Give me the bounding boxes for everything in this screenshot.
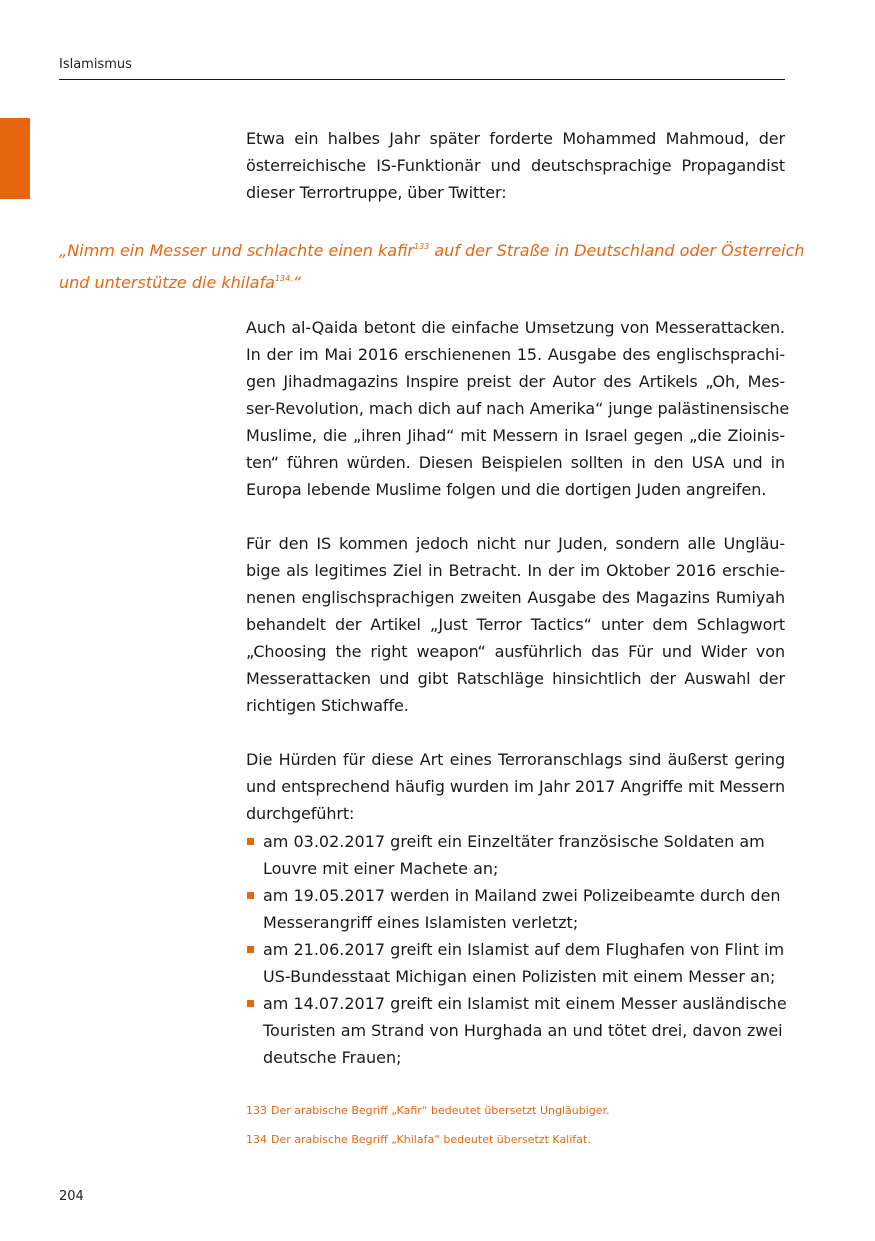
header-divider bbox=[59, 79, 785, 80]
bullet-square-icon bbox=[247, 892, 254, 899]
list-item-text: am 19.05.2017 werden in Mailand zwei Polizeibeamte durch den bbox=[263, 886, 781, 905]
quote-text: “ bbox=[292, 273, 302, 292]
bullet-square-icon bbox=[247, 838, 254, 845]
page-number: 204 bbox=[59, 1189, 84, 1204]
list-item bbox=[246, 882, 785, 936]
list-item-text: US-Bundesstaat Michigan einen Polizisten mit einem Messer an; bbox=[263, 967, 776, 986]
text-line: österreichische IS-Funktionär und deutschsprachige Propagandist bbox=[246, 156, 785, 175]
text-line: Messerattacken und gibt Ratschläge hinsichtlich der Auswahl der bbox=[246, 669, 785, 688]
paragraph-attacks-2017 bbox=[246, 746, 785, 827]
text-line: ser-Revolution, mach dich auf nach Amerika“ junge palästinensische bbox=[246, 399, 790, 418]
text-line: durchgeführt: bbox=[246, 804, 355, 823]
list-item-text: deutsche Frauen; bbox=[263, 1048, 402, 1067]
bullet-square-icon bbox=[247, 1000, 254, 1007]
footnote-number: 133 bbox=[246, 1104, 267, 1117]
text-line: In der im Mai 2016 erschienenen 15. Ausgabe des englischsprachi- bbox=[246, 345, 785, 364]
footnote-number: 134 bbox=[246, 1133, 267, 1146]
text-line: richtigen Stichwaffe. bbox=[246, 696, 409, 715]
list-item-text: am 14.07.2017 greift ein Islamist mit einem Messer ausländische bbox=[263, 994, 787, 1013]
text-line: behandelt der Artikel „Just Terror Tactics“ unter dem Schlagwort bbox=[246, 615, 785, 634]
text-line: Die Hürden für diese Art eines Terroranschlags sind äußerst gering bbox=[246, 750, 785, 769]
text-line: Für den IS kommen jedoch nicht nur Juden, sondern alle Ungläu- bbox=[246, 534, 785, 553]
footnote-ref-133[interactable]: 133 bbox=[413, 242, 430, 251]
chapter-marker-tab bbox=[0, 118, 30, 199]
text-line: nenen englischsprachigen zweiten Ausgabe des Magazins Rumiyah bbox=[246, 588, 785, 607]
text-line: und entsprechend häufig wurden im Jahr 2017 Angriffe mit Messern bbox=[246, 777, 785, 796]
attack-list bbox=[246, 828, 785, 1071]
text-line: Auch al-Qaida betont die einfache Umsetzung von Messerattacken. bbox=[246, 318, 785, 337]
pull-quote bbox=[59, 233, 805, 297]
running-header: Islamismus bbox=[59, 57, 132, 72]
text-line: bige als legitimes Ziel in Betracht. In der im Oktober 2016 erschie- bbox=[246, 561, 785, 580]
list-item-text: am 03.02.2017 greift ein Einzeltäter französische Soldaten am bbox=[263, 832, 765, 851]
list-item bbox=[246, 828, 785, 882]
footnote-133 bbox=[246, 1104, 610, 1117]
quote-text: auf der Straße in Deutschland oder Österreich bbox=[429, 241, 805, 260]
list-item bbox=[246, 936, 785, 990]
paragraph-intro bbox=[246, 125, 785, 206]
text-line: gen Jihadmagazins Inspire preist der Autor des Artikels „Oh, Mes- bbox=[246, 372, 785, 391]
list-item-text: am 21.06.2017 greift ein Islamist auf dem Flughafen von Flint im bbox=[263, 940, 785, 959]
text-line: „Choosing the right weapon“ ausführlich das Für und Wider von bbox=[246, 642, 785, 661]
footnote-text: Der arabische Begriff „Kafir“ bedeutet übersetzt Ungläubiger. bbox=[271, 1104, 610, 1117]
text-line: Muslime, die „ihren Jihad“ mit Messern in Israel gegen „die Zioinis- bbox=[246, 426, 785, 445]
text-line: Europa lebende Muslime folgen und die dortigen Juden angreifen. bbox=[246, 480, 767, 499]
quote-line-2 bbox=[59, 265, 785, 297]
footnote-134 bbox=[246, 1133, 591, 1146]
list-item-text: Touristen am Strand von Hurghada an und tötet drei, davon zwei bbox=[263, 1021, 783, 1040]
footnote-ref-134[interactable]: 134. bbox=[274, 274, 293, 283]
bullet-square-icon bbox=[247, 946, 254, 953]
quote-text: und unterstütze die khilafa bbox=[59, 273, 275, 292]
list-item-text: Messerangriff eines Islamisten verletzt; bbox=[263, 913, 579, 932]
footnote-text: Der arabische Begriff „Khilafa“ bedeutet übersetzt Kalifat. bbox=[271, 1133, 591, 1146]
text-line: ten“ führen würden. Diesen Beispielen sollten in den USA und in bbox=[246, 453, 785, 472]
text-line: dieser Terrortruppe, über Twitter: bbox=[246, 183, 507, 202]
list-item bbox=[246, 990, 785, 1071]
quote-line-1 bbox=[59, 233, 805, 265]
paragraph-is-targets bbox=[246, 530, 785, 719]
paragraph-al-qaida bbox=[246, 314, 790, 503]
text-line: Etwa ein halbes Jahr später forderte Mohammed Mahmoud, der bbox=[246, 129, 785, 148]
quote-text: „Nimm ein Messer und schlachte einen kafir bbox=[59, 241, 414, 260]
list-item-text: Louvre mit einer Machete an; bbox=[263, 859, 499, 878]
